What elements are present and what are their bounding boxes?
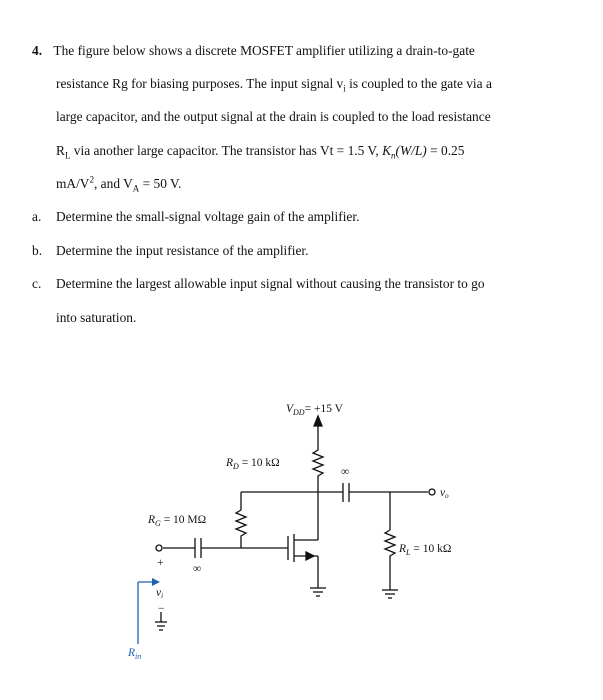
- question-line-2: resistance Rg for biasing purposes. The input signal $v_i$ is coupled to the gate via a: [56, 76, 492, 94]
- minus-sign: −: [158, 603, 165, 615]
- input-terminal: [156, 545, 162, 551]
- question-number: 4.: [32, 43, 43, 58]
- vdd-arrow: [314, 416, 322, 426]
- rd-resistor: [313, 442, 323, 492]
- rg-resistor: [236, 510, 246, 548]
- rg-label: $R_G = 10$ MΩ: [148, 514, 207, 528]
- part-c-label: c.: [32, 276, 42, 291]
- rl-resistor: [385, 530, 395, 590]
- part-a: [32, 209, 360, 225]
- question-text-1: The figure below shows a discrete MOSFET amplifier utilizing a drain-to-gate: [53, 43, 475, 58]
- part-b: [32, 243, 309, 259]
- question-line-4: $R_L$ via another large capacitor. The transistor has Vt = 1.5 V, $K_n(W/L) = 0.25$: [56, 143, 465, 161]
- vi-label: vi: [156, 587, 164, 600]
- question-line-3: large capacitor, and the output signal at the drain is coupled to the load resistance: [56, 109, 491, 124]
- part-c-text: Determine the largest allowable input signal without causing the transistor to go: [56, 276, 485, 291]
- vdd-label: $V_{DD}= +15$ V: [286, 403, 343, 417]
- rin-label: $R_{in}$: [128, 647, 142, 661]
- part-c-continuation: into saturation.: [56, 310, 137, 325]
- part-b-text: Determine the input resistance of the amplifier.: [56, 243, 309, 258]
- input-cap-infinity: ∞: [193, 563, 202, 575]
- rin-arrowhead: [152, 578, 160, 586]
- rd-label: $R_D = 10$ kΩ: [226, 457, 280, 471]
- part-b-label: b.: [32, 243, 43, 258]
- mosfet-arrow: [306, 552, 314, 560]
- plus-sign: +: [157, 557, 164, 569]
- part-c: [32, 276, 485, 292]
- rl-label: $R_L = 10$ kΩ: [399, 543, 452, 557]
- question-line-1: [32, 43, 475, 59]
- mosfet-amplifier-schematic: [0, 380, 603, 680]
- output-cap-infinity: ∞: [341, 466, 350, 478]
- question-line-5: $mA/V^2$, and $V_A = 50$ V.: [56, 174, 182, 194]
- vo-label: vo: [440, 487, 449, 500]
- output-terminal: [429, 489, 435, 495]
- part-a-label: a.: [32, 209, 42, 224]
- part-a-text: Determine the small-signal voltage gain of the amplifier.: [56, 209, 360, 224]
